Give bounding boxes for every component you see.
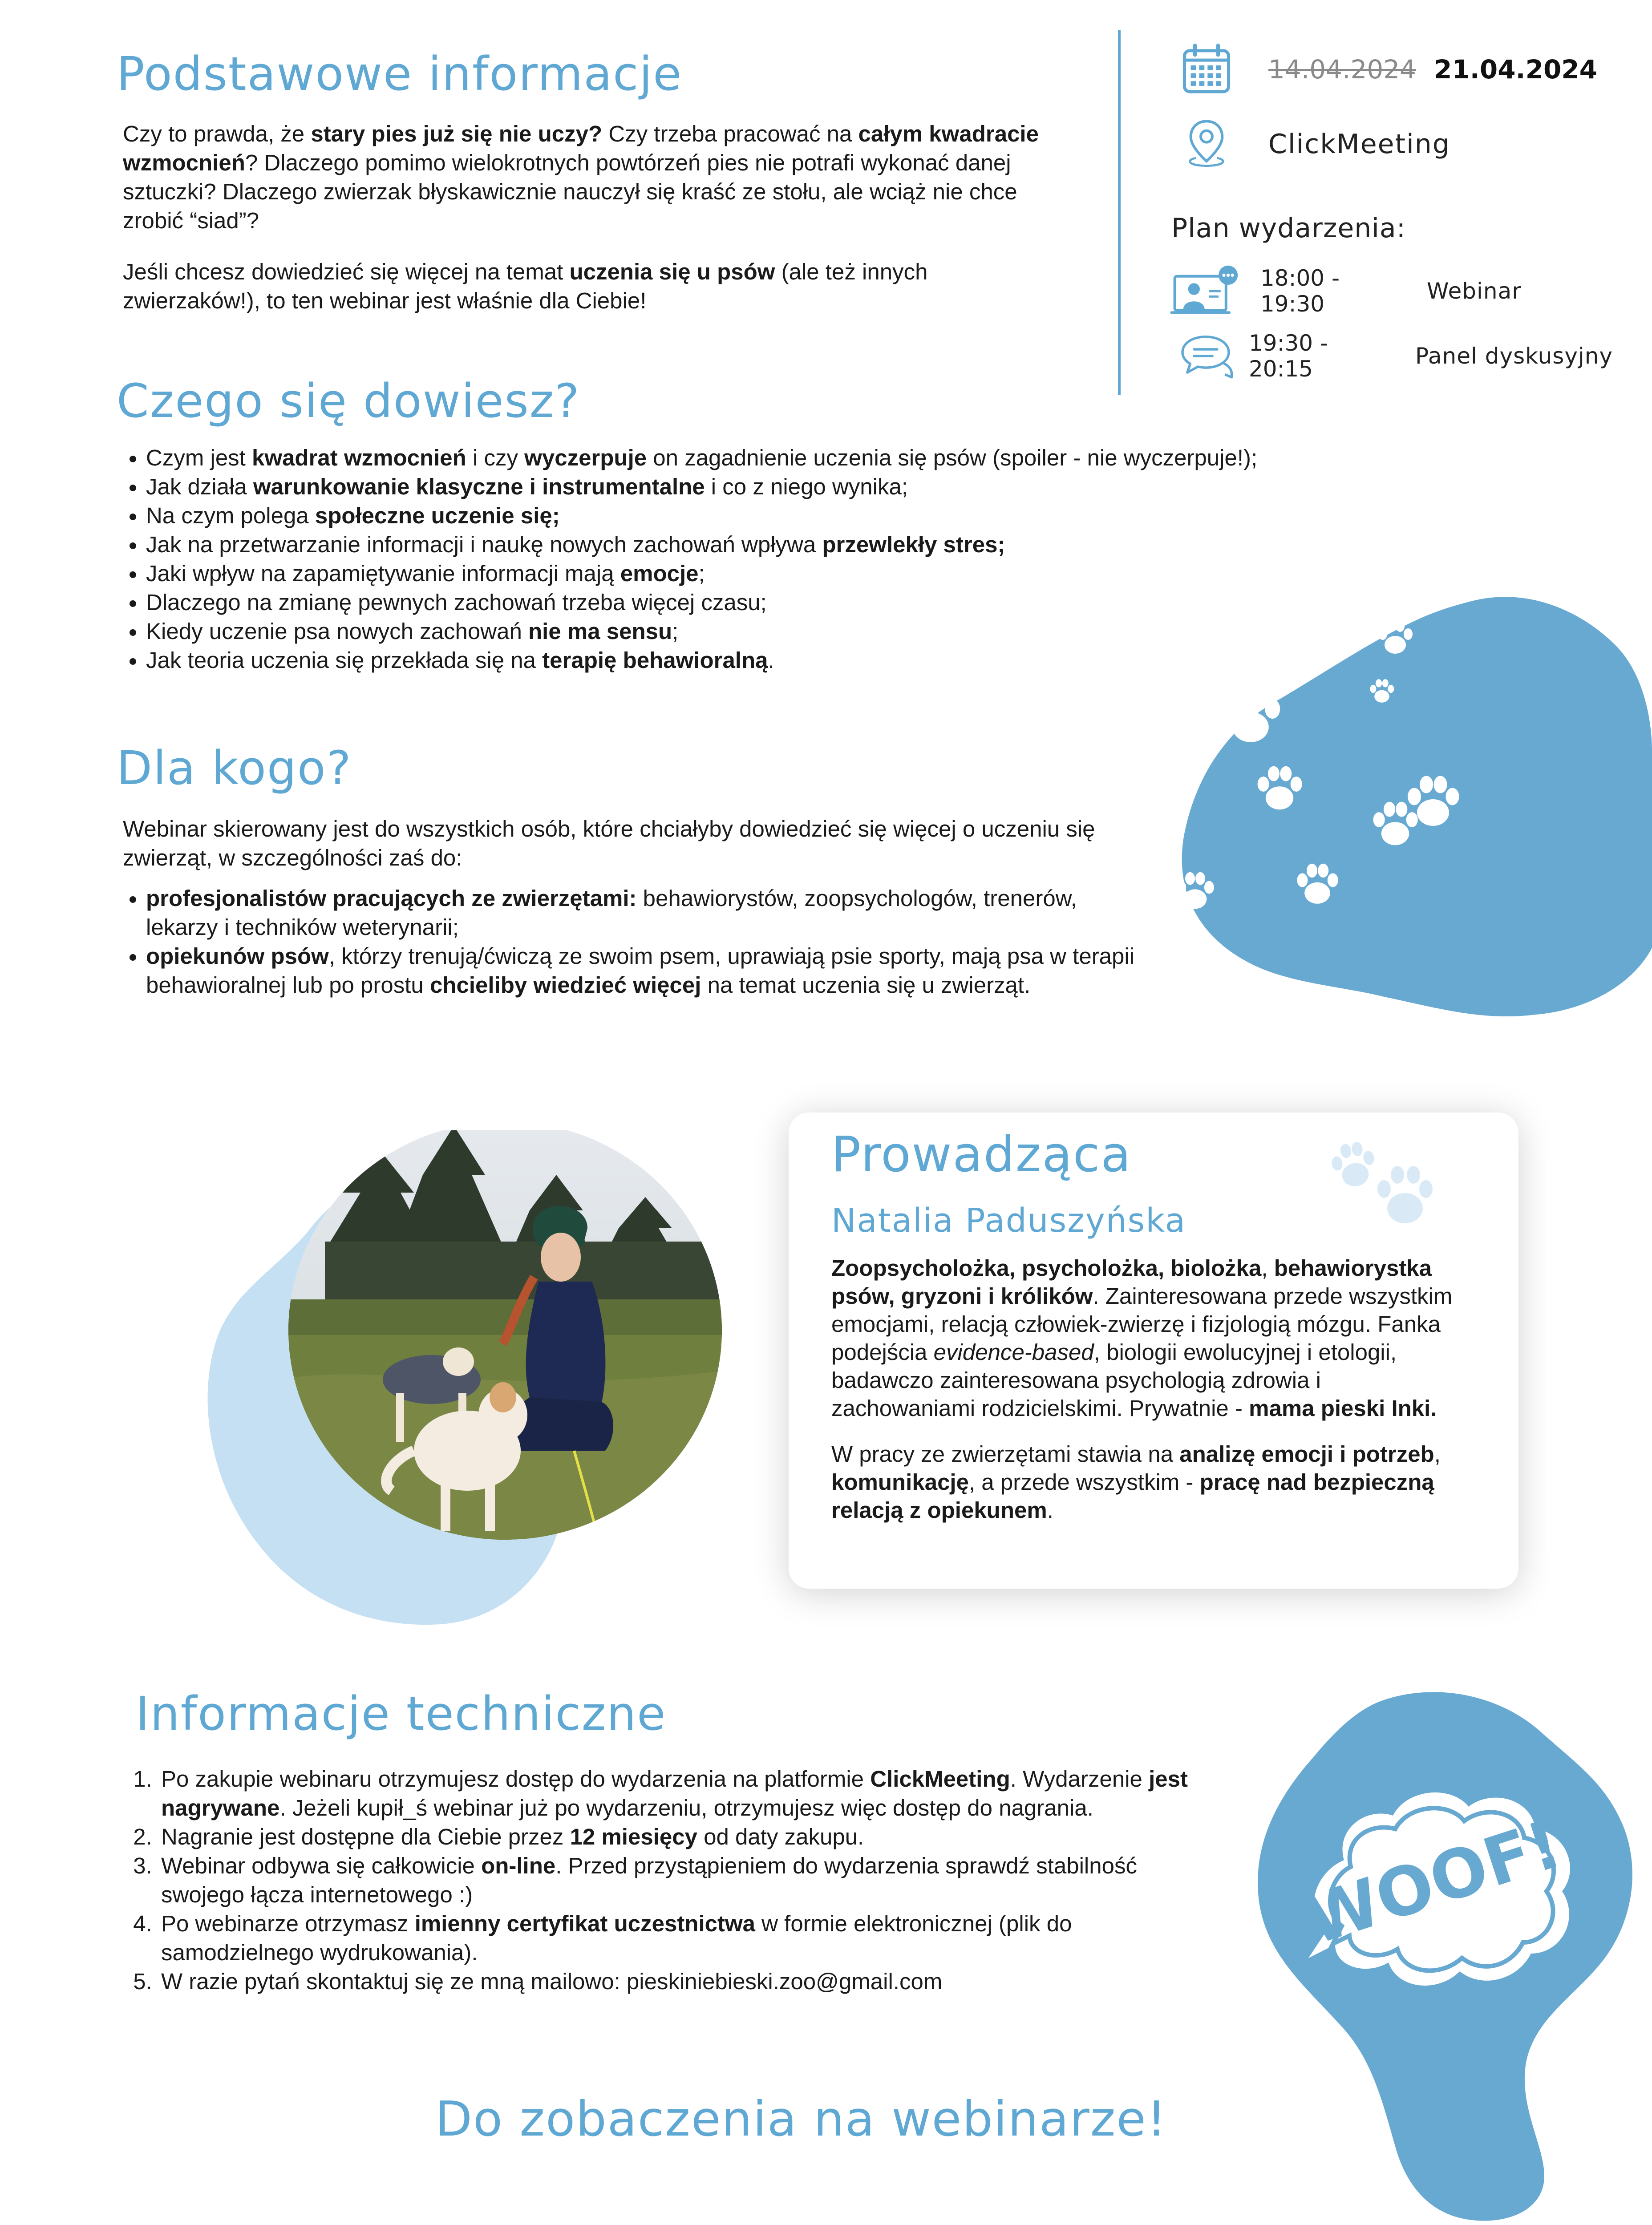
host-photo [191,1130,725,1638]
text-run: chcieliby wiedzieć więcej [429,972,701,998]
text-run: (ale też innych zwierzaków!), to ten webinar jest właśnie dla Ciebie! [123,259,928,313]
text-run: mama pieski Inki. [1249,1396,1437,1421]
text-run: i co z niego wynika; [705,474,908,499]
text-run: on zagadnienie uczenia się psów (spoiler - nie wyczerpuje!); [647,445,1258,470]
text-run: pracę nad bezpieczną relacją z opiekunem [831,1469,1434,1523]
text-run: społeczne uczenie się; [315,503,560,528]
closing-message: Do zobaczenia na webinarze! [435,2092,1167,2147]
plan-time-1: 18:00 - 19:30 [1260,265,1340,317]
list-item [158,1764,1211,1822]
event-platform-row [1180,117,1450,172]
paw-print-icon [1366,676,1397,710]
text-run: nie ma sensu [528,619,672,644]
text-run: Jak na przetwarzanie informacji i naukę nowych zachowań wpływa [146,532,822,557]
text-run: w formie elektronicznej (plik do samodzielnego wydrukowania). [161,1911,1072,1965]
text-run: Jak teoria uczenia się przekłada się na [146,647,543,673]
text-run: terapię behawioralną [542,647,768,673]
list-item [146,530,1365,559]
paw-print-icon [1373,616,1417,663]
paw-prints-blob [1170,583,1652,1028]
paw-print-icon [1213,679,1288,756]
list-item [158,1967,1211,1996]
text-run: Jak działa [146,474,253,499]
plan-time-2: 19:30 - 20:15 [1249,330,1328,382]
text-run: Zoopsycholożka, psycholożka, biolożka [831,1255,1262,1281]
text-run: on-line [481,1853,556,1878]
text-run: evidence-based [933,1339,1094,1365]
text-run: behawiorystka psów, gryzoni i królików [831,1255,1432,1309]
host-name: Natalia Paduszyńska [831,1202,1186,1240]
webinar-icon [1170,263,1241,319]
event-date-row [1180,42,1597,97]
text-run: Kiedy uczenie psa nowych zachowań [146,619,529,644]
text-run: całym kwadracie wzmocnień [123,121,1039,175]
host-photo-area [191,1130,725,1638]
text-run: , biologii ewolucyjnej i etologii, badawczo zainteresowana psychologią zdrowia i zachowaniami rodzicielskimi. Prywatnie - [831,1339,1397,1421]
event-platform: ClickMeeting [1268,129,1450,160]
text-run: komunikację [831,1469,969,1495]
plan-name-2: Panel dyskusyjny [1415,343,1613,369]
chat-bubbles-icon [1177,331,1235,381]
text-run: warunkowanie klasyczne i instrumentalne [253,474,705,499]
text-run: W pracy ze zwierzętami stawia na [831,1441,1180,1467]
text-run: Czy trzeba pracować na [602,121,858,146]
list-item [146,443,1365,472]
host-title: Prowadząca [831,1126,1132,1183]
paw-print-icon [1170,868,1219,919]
text-run: Czy to prawda, że [123,121,311,146]
text-run: ? Dlaczego pomimo wielokrotnych powtórzeń pies nie potrafi wykonać danej sztuczki? Dlaczego zwierzak błyskawicznie nauczył się kraść ze stołu, ale wciąż nie chce zrobić “siad”? [123,150,1017,233]
text-run: , a przede wszystkim - [968,1469,1200,1495]
text-run: . Wydarzenie [1010,1766,1149,1792]
plan-row-panel [1177,330,1613,382]
text-run: . Jeżeli kupił_ś webinar już po wydarzeniu, otrzymujesz więc dostęp do nagrania. [279,1795,1093,1820]
text-run: emocje [620,561,699,586]
text-run: . [768,647,774,673]
text-run: . [1047,1497,1053,1523]
text-run: na temat uczenia się u zwierząt. [701,972,1031,998]
text-run: Webinar odbywa się całkowicie [161,1853,482,1878]
basic-info-paragraph-1 [123,119,1057,235]
calendar-icon [1180,42,1233,97]
audience-text [123,814,1146,999]
text-run: profesjonalistów pracujących ze zwierzętami: [146,886,637,911]
text-run: kwadrat wzmocnień [252,445,466,470]
paw-print-icon [1400,770,1466,839]
text-run: Na czym polega [146,503,315,528]
text-run: i czy [466,445,525,470]
text-run: jest nagrywane [161,1766,1188,1820]
text-run: ; [698,561,705,586]
plan-title: Plan wydarzenia: [1171,213,1406,244]
text-run: ; [672,619,679,644]
text-run: . Przed przystąpieniem do wydarzenia sprawdź stabilność swojego łącza internetowego :) [161,1853,1137,1907]
audience-intro: Webinar skierowany jest do wszystkich osób, które chciałyby dowiedzieć się więcej o uczeniu się zwierząt, w szczególności zaś do: [123,816,1095,870]
text-run: Jeśli chcesz dowiedzieć się więcej na temat [123,259,570,284]
text-run: , [1261,1255,1274,1281]
text-run: W razie pytań skontaktuj się ze mną mailowo: pieskiniebieski.zoo@gmail.com [161,1969,943,1994]
paw-print-icon [1291,859,1344,914]
list-item [158,1851,1211,1909]
location-pin-icon [1180,117,1233,172]
old-event-date: 14.04.2024 [1268,54,1417,85]
list-item [158,1909,1211,1967]
text-run: analizę emocji i potrzeb [1179,1441,1434,1467]
text-run: . Zainteresowana przede wszystkim emocjami, relacją człowiek-zwierzę i fizjologią mózgu. Fanka podejścia [831,1283,1453,1365]
text-run: opiekunów psów [146,943,329,969]
text-run: Dlaczego na zmianę pewnych zachowań trzeba więcej czasu; [146,590,767,615]
text-run: behawiorystów, zoopsychologów, trenerów, lekarzy i techników weterynarii; [146,886,1077,940]
woof-text: WOOF! [1296,1805,1571,1960]
text-run: 12 miesięcy [570,1824,697,1849]
audience-heading: Dla kogo? [117,741,352,795]
text-run: , którzy trenują/ćwiczą ze swoim psem, uprawiają psie sporty, mają psa w terapii behawioralnej lub po prostu [146,943,1135,998]
text-run: stary pies już się nie uczy? [311,121,603,146]
text-run: uczenia się u psów [569,259,775,284]
plan-row-webinar [1170,263,1522,319]
host-bio-paragraph-2 [831,1440,1463,1524]
text-run: przewlekły stres; [822,532,1005,557]
paw-print-icon [1323,1121,1456,1257]
text-run: Nagranie jest dostępne dla Ciebie przez [161,1824,570,1849]
list-item [146,472,1365,501]
audience-list [118,884,1146,999]
list-item [146,942,1146,999]
tech-list [134,1764,1211,1996]
basic-info-heading: Podstawowe informacje [117,47,683,101]
text-run: Czym jest [146,445,252,470]
text-run: Po zakupie webinaru otrzymujesz dostęp do wydarzenia na platformie [161,1766,871,1792]
tech-text [134,1764,1211,1996]
host-card [789,1112,1518,1589]
list-item [158,1822,1211,1851]
text-run: ClickMeeting [870,1766,1010,1792]
plan-name-1: Webinar [1427,278,1522,304]
text-run: Po webinarze otrzymasz [161,1911,415,1936]
divider-line [1118,30,1121,395]
list-item [146,501,1365,530]
new-event-date: 21.04.2024 [1434,54,1598,85]
text-run: wyczerpuje [524,445,647,470]
tech-heading: Informacje techniczne [136,1687,667,1741]
paw-print-icon [1170,917,1201,950]
text-run: od daty zakupu. [697,1824,864,1849]
basic-info-paragraph-2 [123,257,1057,315]
text-run: , [1434,1441,1441,1467]
text-run: imienny certyfikat uczestnictwa [414,1911,755,1936]
list-item [146,884,1146,942]
learn-heading: Czego się dowiesz? [117,374,580,428]
paw-print-icon [1251,761,1308,821]
host-bio-paragraph-1 [831,1254,1463,1422]
text-run: Jaki wpływ na zapamiętywanie informacji mają [146,561,620,586]
basic-info-text [123,119,1057,315]
host-bio [831,1254,1463,1524]
